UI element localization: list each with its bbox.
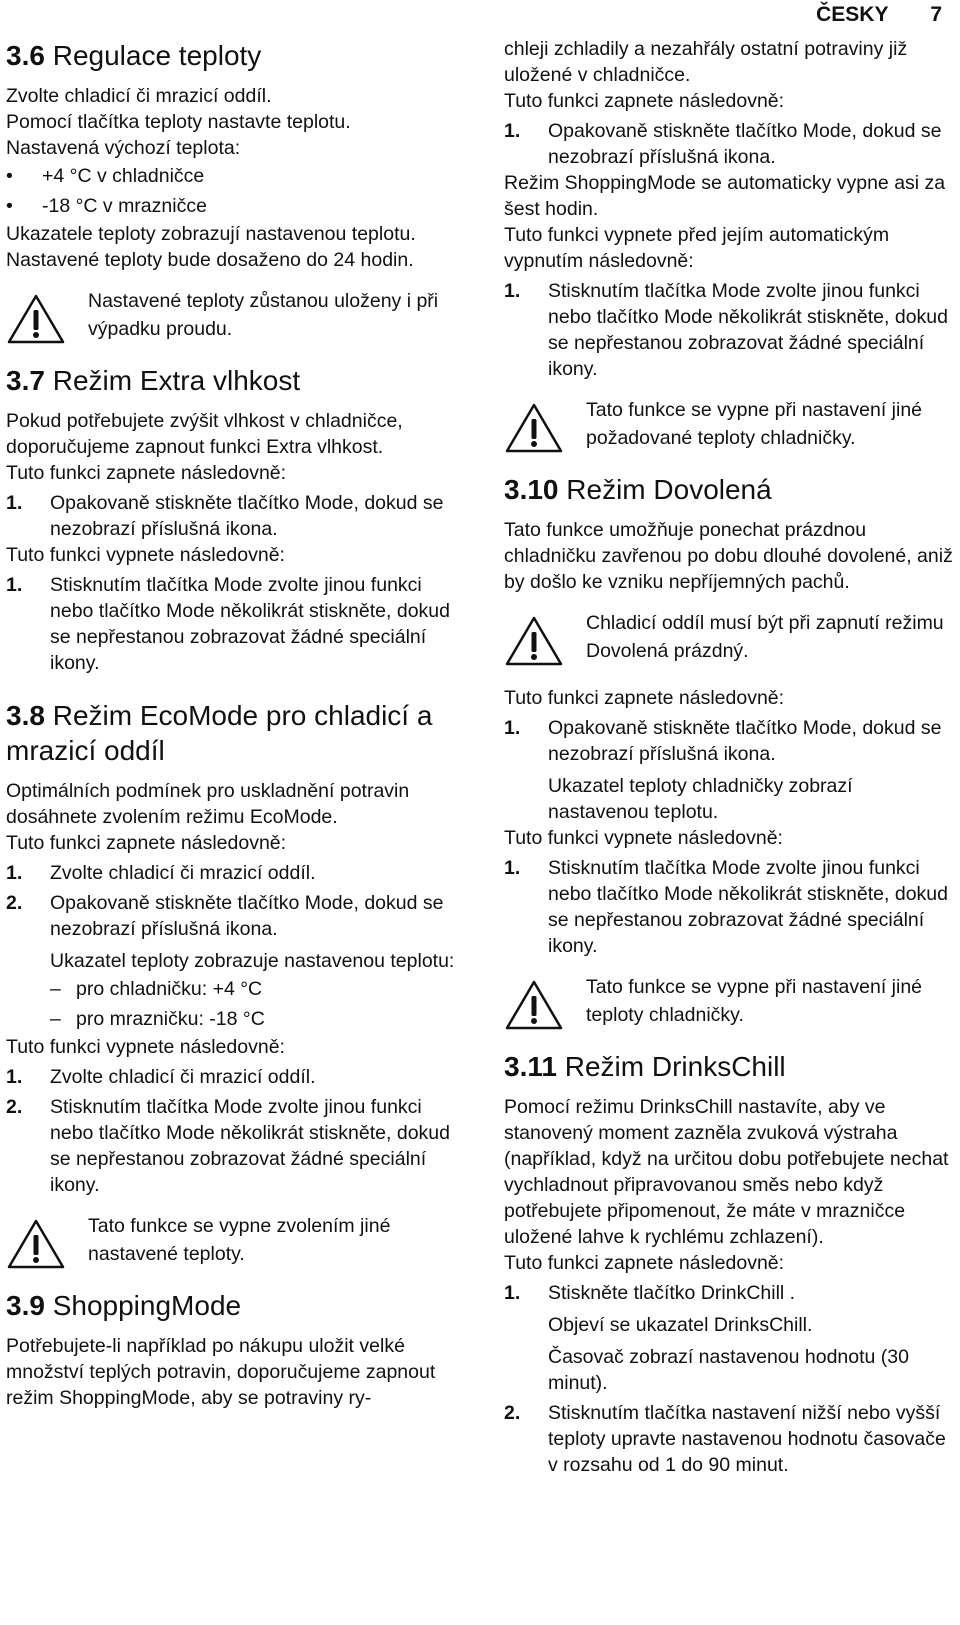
paragraph: Ukazatele teploty zobrazují nastavenou teplotu. — [6, 223, 416, 245]
paragraph: Pomocí režimu DrinksChill nastavíte, aby ve stanovený moment zazněla zvuková výstraha (například, když na určitou dobu potřebujete nechat vychladnout připravovanou směs nebo když potřebujete připomenout, že máte v mrazničce uložené lahve k rychlému zchlazení). — [504, 1096, 949, 1248]
warning-note — [504, 609, 954, 667]
paragraph: Tuto funkci zapnete následovně: — [6, 462, 287, 484]
step-note: Časovač zobrazí nastavenou hodnotu (30 minut). — [548, 1346, 909, 1394]
warning-triangle-icon — [504, 615, 564, 667]
step-note: Objeví se ukazatel DrinksChill. — [548, 1314, 813, 1336]
paragraph: Tuto funkci vypnete následovně: — [504, 827, 783, 849]
warning-text: Tato funkce se vypne při nastavení jiné požadované teploty chladničky. — [586, 399, 923, 449]
paragraph: Tuto funkci zapnete následovně: — [6, 832, 287, 854]
step-item: 1. Zvolte chladicí či mrazicí oddíl. — [6, 862, 316, 884]
step-item: 2. Opakovaně stiskněte tlačítko Mode, dokud se nezobrazí příslušná ikona. — [6, 892, 444, 940]
paragraph: Zvolte chladicí či mrazicí oddíl. — [6, 85, 272, 107]
warning-text: Tato funkce se vypne při nastavení jiné teploty chladničky. — [586, 976, 923, 1026]
right-column — [504, 36, 954, 1478]
step-item: 1. Opakovaně stiskněte tlačítko Mode, dokud se nezobrazí příslušná ikona. — [504, 717, 942, 765]
paragraph: Tuto funkci vypnete následovně: — [6, 544, 285, 566]
warning-text: Tato funkce se vypne zvolením jiné nastavené teploty. — [88, 1215, 391, 1265]
warning-text: Nastavené teploty zůstanou uloženy i při výpadku proudu. — [88, 290, 439, 340]
warning-text: Chladicí oddíl musí být při zapnutí režimu Dovolená prázdný. — [586, 612, 944, 662]
step-note: Ukazatel teploty zobrazuje nastavenou teplotu: — [50, 950, 455, 972]
warning-note — [6, 287, 456, 345]
paragraph: Režim ShoppingMode se automaticky vypne asi za šest hodin. — [504, 172, 946, 220]
paragraph: Potřebujete-li například po nákupu uložit velké množství teplých potravin, doporučujeme zapnout režim ShoppingMode, aby se potraviny ry- — [6, 1335, 436, 1409]
paragraph: Tuto funkci zapnete následovně: — [504, 1252, 785, 1274]
warning-triangle-icon — [6, 1218, 66, 1270]
step-item: 1. Stisknutím tlačítka Mode zvolte jinou funkci nebo tlačítko Mode několikrát stiskněte, dokud se nepřestanou zobrazovat žádné speciální ikony. — [6, 574, 450, 674]
section-heading-3-11: 3.11 Režim DrinksChill — [504, 1051, 786, 1082]
step-item: 2. Stisknutím tlačítka Mode zvolte jinou funkci nebo tlačítko Mode několikrát stiskněte, dokud se nepřestanou zobrazovat žádné speciální ikony. — [6, 1096, 450, 1196]
paragraph: Pokud potřebujete zvýšit vlhkost v chladničce, doporučujeme zapnout funkci Extra vlhkost. — [6, 410, 403, 458]
warning-triangle-icon — [6, 293, 66, 345]
section-heading-3-6: 3.6 Regulace teploty — [6, 40, 262, 71]
paragraph: Tuto funkci zapnete následovně: — [504, 90, 785, 112]
page-number: 7 — [930, 3, 942, 26]
language-label: ČESKY — [816, 3, 889, 26]
warning-triangle-icon — [504, 979, 564, 1031]
step-item: 1. Opakovaně stiskněte tlačítko Mode, dokud se nezobrazí příslušná ikona. — [6, 492, 444, 540]
paragraph: Tuto funkci vypnete následovně: — [6, 1036, 285, 1058]
step-item: 1. Stisknutím tlačítka Mode zvolte jinou funkci nebo tlačítko Mode několikrát stiskněte, dokud se nepřestanou zobrazovat žádné speciální ikony. — [504, 280, 948, 380]
section-heading-3-8: 3.8 Režim EcoMode pro chladicí a mrazicí oddíl — [6, 700, 433, 766]
dash-item: – pro mrazničku: -18 °C — [50, 1008, 265, 1030]
left-column — [6, 36, 456, 1411]
paragraph: Tuto funkci zapnete následovně: — [504, 687, 785, 709]
warning-triangle-icon — [504, 402, 564, 454]
paragraph: chleji zchladily a nezahřály ostatní potraviny již uložené v chladničce. — [504, 38, 908, 86]
step-item: 1. Stiskněte tlačítko DrinkChill . — [504, 1282, 796, 1304]
step-item: 1. Stisknutím tlačítka Mode zvolte jinou funkci nebo tlačítko Mode několikrát stiskněte, dokud se nepřestanou zobrazovat žádné speciální ikony. — [504, 857, 948, 957]
paragraph: Pomocí tlačítka teploty nastavte teplotu. — [6, 111, 351, 133]
paragraph: Tato funkce umožňuje ponechat prázdnou chladničku zavřenou po dobu dlouhé dovolené, aniž by došlo ke vzniku nepříjemných pachů. — [504, 519, 953, 593]
bullet-item: • +4 °C v chladničce — [6, 161, 456, 191]
paragraph: Tuto funkci vypnete před jejím automatickým vypnutím následovně: — [504, 224, 890, 272]
step-item: 1. Zvolte chladicí či mrazicí oddíl. — [6, 1066, 316, 1088]
section-heading-3-9: 3.9 ShoppingMode — [6, 1290, 242, 1321]
paragraph: Nastavené teploty bude dosaženo do 24 hodin. — [6, 249, 414, 271]
section-heading-3-10: 3.10 Režim Dovolená — [504, 474, 772, 505]
warning-note — [504, 973, 954, 1031]
bullet-item: • -18 °C v mrazničce — [6, 191, 456, 221]
warning-note — [504, 396, 954, 454]
step-item: 2. Stisknutím tlačítka nastavení nižší nebo vyšší teploty upravte nastavenou hodnotu časovače v rozsahu od 1 do 90 minut. — [504, 1402, 946, 1476]
page-header — [816, 0, 942, 30]
section-heading-3-7: 3.7 Režim Extra vlhkost — [6, 365, 301, 396]
step-item: 1. Opakovaně stiskněte tlačítko Mode, dokud se nezobrazí příslušná ikona. — [504, 120, 942, 168]
step-note: Ukazatel teploty chladničky zobrazí nastavenou teplotu. — [548, 775, 853, 823]
dash-item: – pro chladničku: +4 °C — [50, 978, 263, 1000]
paragraph: Nastavená výchozí teplota: — [6, 137, 241, 159]
warning-note — [6, 1212, 456, 1270]
paragraph: Optimálních podmínek pro uskladnění potravin dosáhnete zvolením režimu EcoMode. — [6, 780, 410, 828]
